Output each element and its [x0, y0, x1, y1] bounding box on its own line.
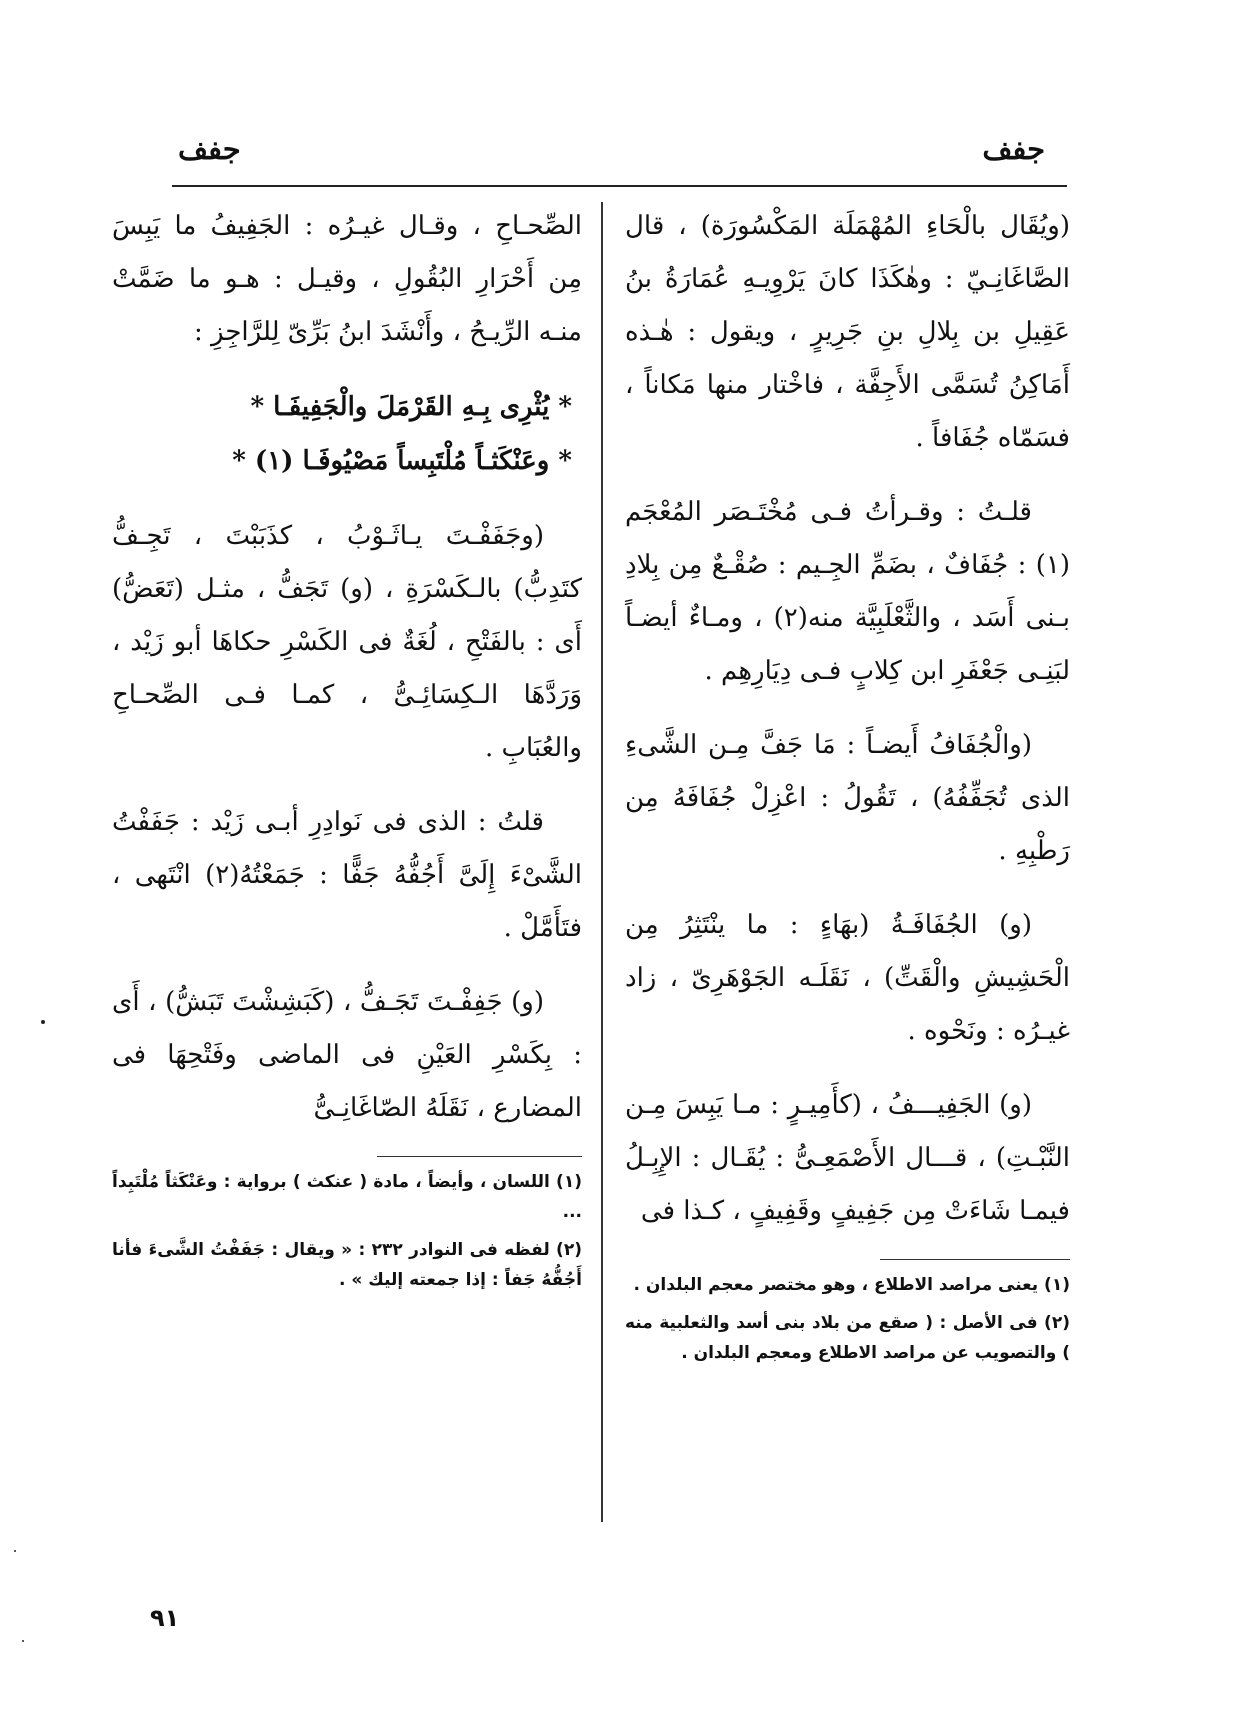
paragraph: (وجَفَفْـتَ يـاثَـوْبُ ، كذَبَبْتَ ، تَجِـفُّ كتَدِبُّ) بالـكَسْرَةِ ، (و) تَجَفُّ ، مثـل (تَعَضُّ) أَى : بالفَتْحِ ، لُغَةٌ فى الكَسْرِ حكاهَا أبو زَيْد ، وَرَدَّهَا الـكِسَائِـىُّ ، كمـا فـى الصِّحـاحِ والعُبَابِ . — [112, 521, 582, 763]
verse-line: * يُثْرِى بِـهِ القَرْمَلَ والْجَفِيفَـا * — [250, 392, 572, 422]
footnote: (١) يعنى مراصد الاطلاع ، وهو مختصر معجم البلدان . — [633, 1275, 1070, 1295]
left-column-body — [112, 200, 582, 1135]
footnote: (١) اللسان ، وأيضاً ، مادة ( عنكث ) برواية : وعَنْكَثاً مُلْتَبِداً ... — [112, 1172, 582, 1222]
footnote-rule — [377, 1156, 582, 1157]
footnote: (٢) لفظه فى النوادر ٢٣٢ : « ويقال : جَفَفْتُ الشَّىءَ فأنا أَجُفُّهُ جَفاً : إذا جمعته إليك » . — [112, 1240, 582, 1290]
footnote: (٢) فى الأصل : ( صقع من بلاد بنى أسد والثعلبية منه ) والتصويب عن مراصد الاطلاع ومعجم البلدان . — [625, 1313, 1070, 1363]
paragraph: (و) الجَفِيـــفُ ، (كأَمِيـرٍ : مـا يَبِسَ مِـن النَّبْـتِ) ، قـــال الأَصْمَعِـىُّ : يُقَـال : الإِبِـلُ فيمـا شَاءَتْ مِن جَفِيفٍ وقَفِيفٍ ، كـذا فى — [625, 1090, 1070, 1226]
running-head-left: جفف — [178, 132, 241, 166]
header-rule — [172, 185, 1067, 187]
left-footnotes — [112, 1167, 582, 1295]
paragraph: (و) جَفِفْـتَ تَجَـفُّ ، (كَبَشِشْتَ تَبَشُّ) ، أَى : بِكَسْرِ العَيْنِ فى الماضى وفَتْحِهَا فى المضارع ، نَقَلَهُ الصّاغَانِـىُّ — [112, 987, 582, 1123]
paragraph: قلـتُ : وقـرأتُ فـى مُخْتَـصَر المُعْجَم (١) : جُفَافٌ ، بضَمِّ الجِـيم : صُقْـعٌ مِن بِلادِ بـنى أَسَد ، والثَّعْلَبِيَّة منه(٢) ، ومـاءٌ أيضـاً لبَنِـى جَعْفَرِ ابن كِلابٍ فـى دِيَارِهِم . — [625, 497, 1070, 686]
right-column — [625, 200, 1070, 1525]
scan-speck — [22, 1640, 24, 1642]
paragraph: (ويُقَال بالْحَاءِ المُهْمَلَة المَكْسُورَة) ، قال الصَّاغَانِـيّ : وهٰكَذَا كانَ يَرْوِيـهِ عُمَارَةُ بنُ عَقِيلِ بن بِلالِ بنِ جَرِيرٍ ، ويقول : هٰـذه أَمَاكِنُ تُسَمَّى الأَجِفَّة ، فاخْتار منها مَكاناً ، فسَمّاه جُفَافاً . — [625, 211, 1070, 453]
paragraph: (و) الجُفَافَـةُ (بهَاءٍ : ما ينْتَثِرُ مِن الْحَشِيشِ والْقَتِّ) ، نَقَلَـه الجَوْهَرِىّ ، زاد غيـرُه : ونَحْوه . — [625, 910, 1070, 1046]
running-head-right: جفف — [982, 132, 1045, 166]
verse-block — [112, 380, 582, 488]
footnote-rule — [880, 1259, 1070, 1260]
paragraph: قلتُ : الذى فى نَوادِرِ أبـى زَيْد : جَفَفْتُ الشَّىْءَ إِلَىَّ أَجُفُّهُ جَفًّا : جَمَعْتُهُ(٢) انْتَهى ، فتَأَمَّلْ . — [112, 807, 582, 943]
paragraph: الصِّحـاحِ ، وقـال غيـرُه : الجَفِيفُ ما يَبِسَ مِن أَحْرَارِ البُقُولِ ، وقيـل : هـو ما ضَمَّتْ منـه الرِّيـحُ ، وأَنْشَدَ ابنُ بَرِّىّ لِلرَّاجِزِ : — [112, 211, 582, 347]
scan-speck — [41, 1020, 45, 1024]
right-footnotes — [625, 1270, 1070, 1368]
right-column-body — [625, 200, 1070, 1238]
verse-line: * وعَنْكَثـاً مُلْتَبِساً مَصْيُوفَـا (١) * — [232, 446, 572, 476]
column-divider — [601, 202, 603, 1522]
scan-speck — [14, 1550, 16, 1552]
paragraph: (والْجُفَافُ أَيضـاً : مَا جَفَّ مِـن الشَّىءِ الذى تُجَفِّفُهُ) ، تَقُولُ : اعْزِلْ جُفَافَهُ مِن رَطْبِهِ . — [625, 730, 1070, 866]
left-column — [112, 200, 582, 1525]
page-number: ٩١ — [150, 1604, 180, 1632]
